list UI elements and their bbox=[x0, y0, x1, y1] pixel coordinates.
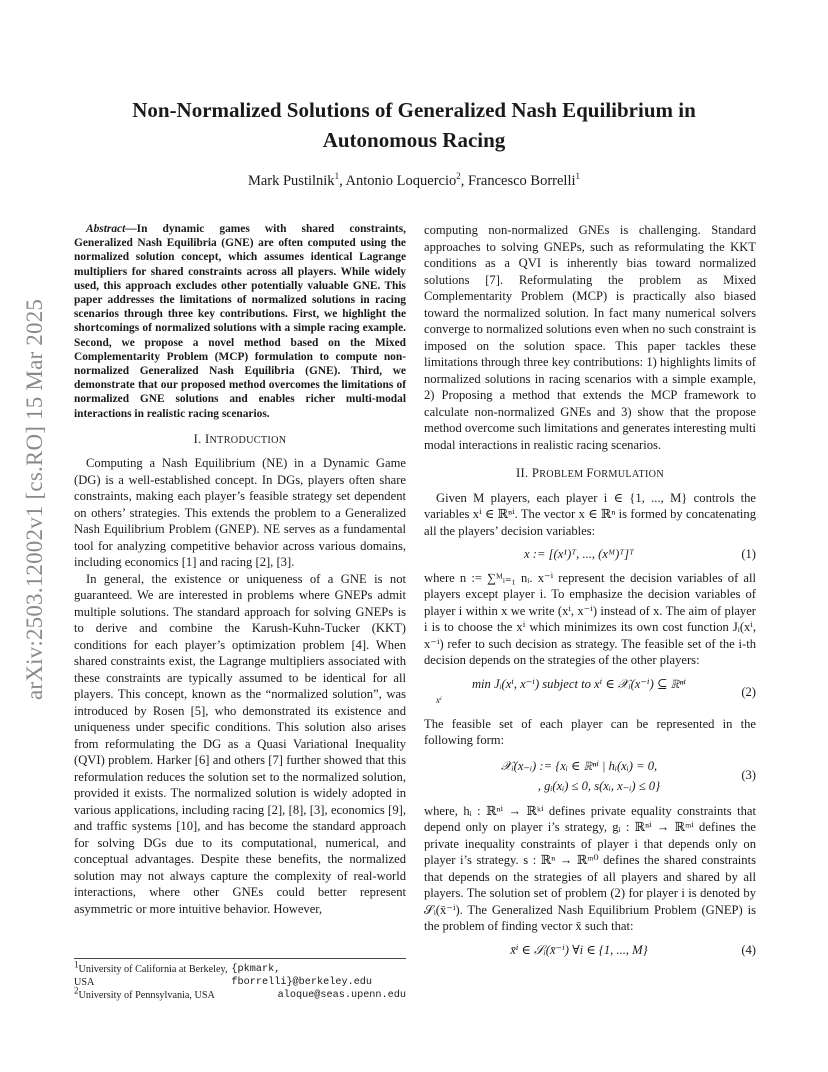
paragraph: The feasible set of each player can be represented in the following form: bbox=[424, 716, 756, 747]
author-name: Antonio Loquercio bbox=[345, 173, 457, 189]
paper-title: Non-Normalized Solutions of Generalized Nash Equilibrium in Autonomous Racing bbox=[132, 98, 696, 152]
equation-1: x := [(x¹)ᵀ, ..., (xᴹ)ᵀ]ᵀ (1) bbox=[524, 547, 756, 561]
paragraph: where n := ∑ᴹᵢ₌₁ nᵢ. x⁻ⁱ represent the decision variables of all players except player i. To emphasize the decision variables of player i within x we write (xⁱ, x⁻ⁱ) instead of x. The aim of player i is to choose the xⁱ which minimizes its own cost function Jᵢ(xⁱ, x⁻ⁱ) refer to such decision as strategy. The feasible set of the i-th decision depends on the strategies of the other players: bbox=[424, 570, 756, 667]
affiliation-mark: 2 bbox=[456, 171, 461, 182]
email: aloque@seas.upenn.edu bbox=[277, 990, 406, 1001]
abstract: Abstract—In dynamic games with shared constraints, Generalized Nash Equilibria (GNE) are often computed using the normalized solution concept, which assumes identical Lagrange multipliers for shared constraints across all players. While widely used, this approach excludes other potentially valuable GNE. This paper addresses the limitations of normalized solutions in racing scenarios through three key contributions. First, we highlight the shortcomings of normalized solutions with a simple racing example. Second, we propose a novel method based on the Mixed Complementarity Problem (MCP) formulation to compute non-normalized Generalized Nash Equilibria (GNE). Third, we demonstrate that our proposed method overcomes the limitations of normalized GNE solutions and enables richer multi-modal interactions in realistic racing scenarios. bbox=[74, 223, 406, 420]
paragraph: In general, the existence or uniqueness of a GNE is not guaranteed. We are interested in problems where GNEPs admit multiple solutions. The standard approach for solving GNEPs is to derive and combine the Karush-Kuhn-Tucker (KKT) conditions for each player’s optimization problem [4]. When shared constraints exist, the Lagrange multipliers associated with these constraints are typically assumed to be identical for all players. This concept, known as the “normalized solution”, was introduced by Rosen [5], who demonstrated its existence and uniqueness under specific conditions. This solution also arises from reformulating the DG as a Quasi Variational Inequality (QVI) problem. Harker [6] and others [7] further showed that this reformulation reduces the solution set to the normalized solution, provided it exists. The normalized solution is widely adopted in various applications, including racing [2], [8], [3], economics [9], and traffic systems [10], and has become the standard approach for solving DGs due to its computational, numerical, and conceptual advantages. Despite these benefits, the normalized solution may not always capture the complexity of real-world interactions, where other GNEs could better represent asymmetric or more intuitive behavior. However, bbox=[74, 571, 406, 916]
paragraph: Given M players, each player i ∈ {1, ..., M} controls the variables xⁱ ∈ ℝⁿⁱ. The vector x ∈ ℝⁿ is formed by concatenating all the players’ decision variables: bbox=[424, 490, 756, 538]
affiliation-mark: 1 bbox=[575, 171, 581, 182]
author-name: Francesco Borrelli bbox=[468, 173, 576, 189]
equation-4: x̄ⁱ ∈ 𝒮ᵢ(x̄⁻ⁱ) ∀i ∈ {1, ..., M} (4) bbox=[510, 942, 756, 957]
author-name: Mark Pustilnik bbox=[247, 173, 335, 189]
equation-2: min Jᵢ(xⁱ, x⁻ⁱ) subject to xⁱ ∈ 𝒳ᵢ(x⁻ⁱ) ⊆ ℝⁿⁱ xⁱ (2) bbox=[436, 676, 756, 705]
footnote-2: $^2$University of Pennsylvania, USA aloque@seas.upenn.edu bbox=[74, 985, 406, 1001]
affiliation-mark: 1 bbox=[334, 171, 340, 182]
paragraph: where, hᵢ : ℝⁿⁱ → ℝᵏⁱ defines private equality constraints that depend only on player i’s strategy, gᵢ : ℝⁿⁱ → ℝᵐⁱ defines the private inequality constraints of player i that depends only on player i’s strategy. s : ℝⁿ → ℝᵐ⁰ defines the shared constraints that depends on the strategies of all players and shared by all players. The solution set of problem (2) for player i is denoted by 𝒮ᵢ(x̄⁻ⁱ). The Generalized Nash Equilibrium Problem (GNEP) is the problem of finding vector x̄ such that: bbox=[424, 803, 756, 933]
abstract-label: Abstract bbox=[86, 223, 126, 235]
abstract-text: In dynamic games with shared constraints, Generalized Nash Equilibria (GNE) are often computed using the normalized solution concept, which assumes identical Lagrange multipliers for shared constraints across all players. While widely used, this approach excludes other potentially valuable GNE. This paper addresses the limitations of normalized solutions in racing scenarios through three key contributions. First, we highlight the shortcomings of normalized solutions with a simple racing example. Second, we propose a novel method based on the Mixed Complementarity Problem (MCP) formulation to compute non-normalized Generalized Nash Equilibria (GNE). Third, we demonstrate that our proposed method overcomes the limitations of normalized GNE solutions and enables richer multi-modal interactions in realistic racing scenarios. bbox=[74, 223, 406, 420]
paragraph: computing non-normalized GNEs is challenging. Standard approaches to solving GNEPs, such as reformulating the KKT conditions as a QVI is inherently bias toward normalized solutions [7]. Reformulating the problem as Mixed Complementarity Problem (MCP) is practically also biased toward the normalized solution. In fact many numerical solvers converge to normalized solutions even when no such constraint is imposed on the solution space. This paper tackles these limitations through three key contributions: 1) highlights limits of normalized solutions in racing scenarios with a simple example, 2) Proposing a method that extends the MCP framework to calculate non-normalized GNEs and 3) show that the propose method overcome such limitations and generates interesting multi modal interactions in realistic racing scenarios. bbox=[424, 223, 756, 452]
arxiv-identifier: arXiv:2503.12002v1 [cs.RO] 15 Mar 2025 bbox=[22, 298, 47, 700]
paragraph: Computing a Nash Equilibrium (NE) in a Dynamic Game (DG) is a well-established concept. In DGs, players often share constraints, making each player’s feasible strategy set dependent on others’ strategies. This extends the problem to a Generalized Nash Equilibrium Problem (GNEP). NE serves as a fundamental tool for analyzing competitive behavior across various domains, including economics [1] and racing [2], [3]. bbox=[74, 456, 406, 570]
section-heading-problem-formulation: II. PROBLEM FORMULATION bbox=[516, 466, 664, 480]
email: {pkmark, fborrelli}@berkeley.edu bbox=[231, 964, 373, 988]
left-column bbox=[74, 222, 406, 917]
footnotes bbox=[74, 958, 406, 1002]
right-column bbox=[424, 222, 756, 965]
author-list: Mark Pustilnik$^1$, Antonio Loquercio$^2$, Francesco Borrelli$^1$ bbox=[247, 171, 581, 189]
equation-3: 𝒳ᵢ(x₋ᵢ) := {xᵢ ∈ ℝⁿⁱ | hᵢ(xᵢ) = 0, , gᵢ(xᵢ) ≤ 0, s(xᵢ, x₋ᵢ) ≤ 0} (3) bbox=[500, 758, 756, 793]
footnote-1: $^1$University of California at Berkeley, USA {pkmark, fborrelli}@berkeley.edu bbox=[74, 963, 406, 989]
section-heading-introduction: I. INTRODUCTION bbox=[193, 431, 287, 446]
